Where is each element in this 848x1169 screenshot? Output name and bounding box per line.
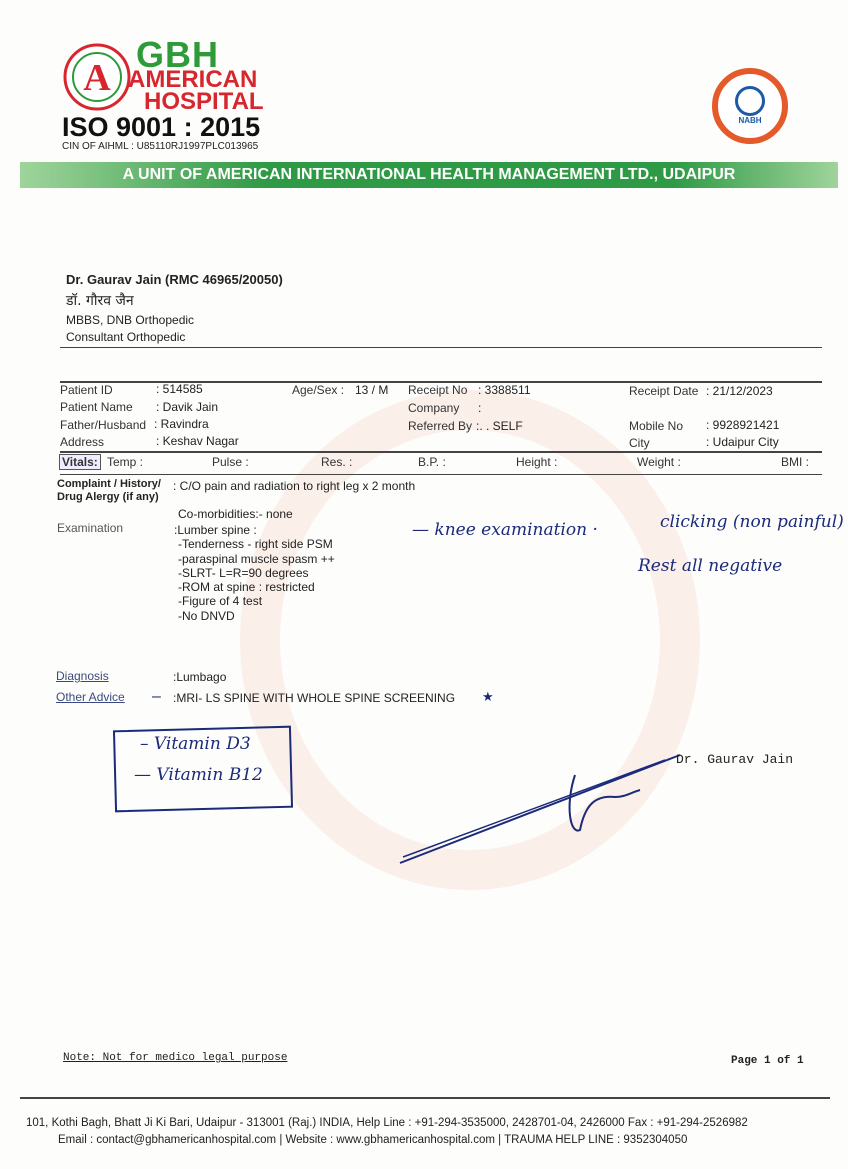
handwritten-clicking: clicking (non painful) (660, 512, 844, 532)
company: : (478, 401, 482, 415)
doctor-name-hindi: डॉ. गौरव जैन (66, 293, 134, 309)
doctor-title: Consultant Orthopedic (66, 330, 186, 344)
diagnosis-label: Diagnosis (56, 669, 109, 683)
referred-label: Referred By (408, 419, 473, 433)
other-advice-label: Other Advice (56, 690, 125, 704)
vitals-temp: Temp : (107, 455, 144, 469)
page-number: Page 1 of 1 (731, 1055, 804, 1067)
examination-findings: :Lumber spine : -Tenderness - right side PSM -paraspinal muscle spasm ++ -SLRT- L=R=90 degrees -ROM at spine : restricted -Figure of 4 test -No DNVD (174, 523, 335, 623)
company-label: Company (408, 401, 460, 415)
address: : Keshav Nagar (156, 434, 239, 448)
other-advice: :MRI- LS SPINE WITH WHOLE SPINE SCREENING (173, 691, 456, 705)
star-mark-icon: ★ (482, 689, 494, 704)
logo-hospital: HOSPITAL (144, 88, 264, 115)
signature-name: Dr. Gaurav Jain (676, 752, 794, 767)
logo-american: AMERICAN (128, 66, 258, 93)
patient-name-label: Patient Name (60, 400, 133, 414)
nabh-badge: NABH (712, 68, 788, 144)
hospital-logo-icon (62, 42, 132, 112)
signature-icon (395, 745, 695, 870)
handwritten-rest-negative: Rest all negative (638, 556, 783, 576)
handwritten-vitamin-d3: – Vitamin D3 (140, 734, 251, 754)
vitals-label: Vitals: (59, 454, 101, 470)
receipt-label: Receipt No (408, 383, 468, 397)
patient-name: : Davik Jain (156, 400, 219, 414)
receipt-no: : 3388511 (478, 383, 531, 397)
complaint: : C/O pain and radiation to right leg x 2 month (173, 479, 416, 493)
note-label: Note: Not for medico legal purpose (63, 1052, 288, 1064)
examination-label: Examination (57, 521, 124, 535)
comorbidities: Co-morbidities:- none (178, 507, 293, 521)
mobile-label: Mobile No (629, 419, 684, 433)
city-label: City (629, 436, 650, 450)
footer-contact: Email : contact@gbhamericanhospital.com | Website : www.gbhamericanhospital.com | TRAUMA HELP LINE : 9352304050 (58, 1134, 688, 1146)
vitals-res: Res. : (321, 455, 353, 469)
vitals-bmi: BMI : (781, 455, 810, 469)
agesex: 13 / M (355, 383, 389, 397)
receipt-date: : 21/12/2023 (706, 384, 773, 398)
doctor-degree: MBBS, DNB Orthopedic (66, 313, 195, 327)
vitals-height: Height : (516, 455, 558, 469)
footer-address: 101, Kothi Bagh, Bhatt Ji Ki Bari, Udaipur - 313001 (Raj.) INDIA, Help Line : +91-294-3535000, 2428701-04, 2426000 Fax : +91-294-2526982 (26, 1117, 748, 1129)
drug-allergy-label: Drug Alergy (if any) (57, 491, 159, 503)
company-banner: A UNIT OF AMERICAN INTERNATIONAL HEALTH MANAGEMENT LTD., UDAIPUR (20, 162, 838, 188)
handwritten-knee-exam: — knee examination · (412, 520, 598, 540)
doctor-name: Dr. Gaurav Jain (RMC 46965/20050) (66, 272, 283, 287)
father-name: : Ravindra (154, 417, 209, 431)
cin-number: CIN OF AIHML : U85110RJ1997PLC013965 (62, 141, 259, 152)
receipt-date-label: Receipt Date (629, 384, 699, 398)
iso-certification: ISO 9001 : 2015 (62, 112, 261, 142)
handwritten-dash: – (152, 688, 161, 705)
patient-id-label: Patient ID (60, 383, 113, 397)
svg-text:A: A (83, 57, 111, 99)
agesex-label: Age/Sex : (292, 383, 345, 397)
vitals-weight: Weight : (637, 455, 681, 469)
complaint-label: Complaint / History/ (57, 478, 161, 490)
vitals-bp: B.P. : (418, 455, 446, 469)
mobile-no: : 9928921421 (706, 418, 780, 432)
vitals-pulse: Pulse : (212, 455, 249, 469)
address-label: Address (60, 435, 105, 449)
referred-by: :. . SELF (476, 419, 523, 433)
city: : Udaipur City (706, 435, 779, 449)
logo-gbh: GBH (136, 34, 219, 75)
handwritten-vitamin-b12: — Vitamin B12 (134, 765, 263, 785)
patient-id: : 514585 (156, 382, 203, 396)
father-label: Father/Husband (60, 418, 147, 432)
diagnosis: :Lumbago (173, 670, 227, 684)
